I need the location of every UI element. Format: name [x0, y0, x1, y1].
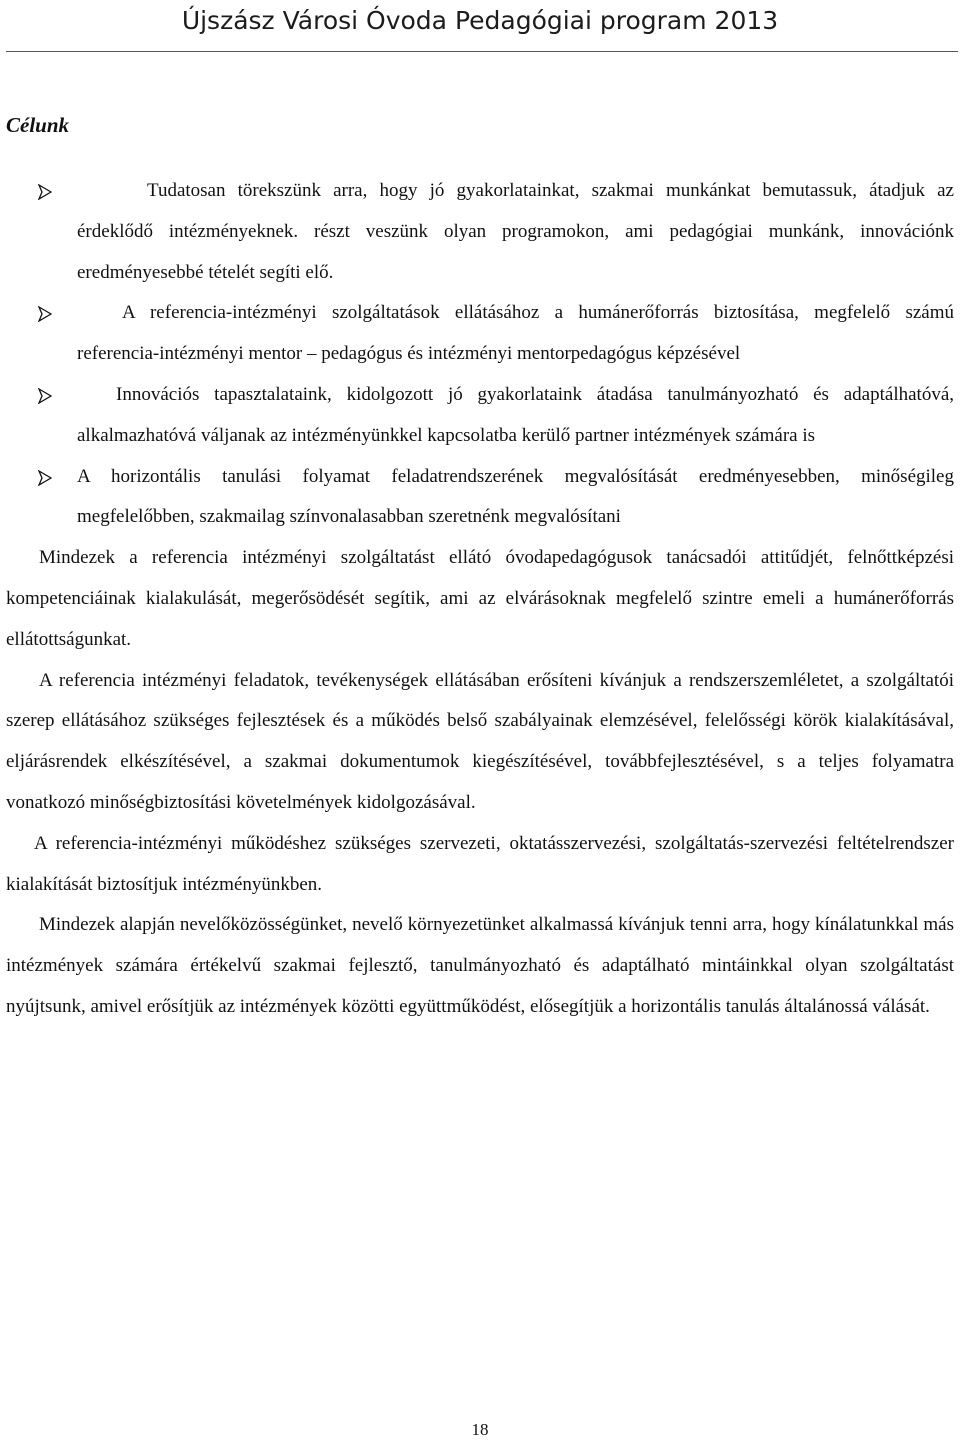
document-body: [6, 171, 954, 1028]
goals-list: [6, 171, 954, 538]
paragraph: [6, 538, 954, 660]
list-item-text: Innovációs tapasztalataink, kidolgozott jó gyakorlataink átadása tanulmányozható és adaptálhatóvá, alkalmazhatóvá váljanak az intézményünkkel kapcsolatba kerülő partner intézmények számára is: [77, 383, 954, 446]
list-item-text: A referencia-intézményi szolgáltatások ellátásához a humánerőforrás biztosítása, megfelelő számú referencia-intézményi mentor – pedagógus és intézményi mentorpedagógus képzésével: [77, 302, 954, 365]
header-divider: [6, 51, 958, 52]
list-item: [6, 171, 954, 293]
paragraph: [6, 661, 954, 824]
list-item-text: A horizontális tanulási folyamat feladatrendszerének megvalósítását eredményesebben, minőségileg megfelelőbben, szakmailag színvonalasabban szeretnénk megvalósítani: [77, 465, 954, 528]
paragraph-text: Mindezek a referencia intézményi szolgáltatást ellátó óvodapedagógusok tanácsadói attitűdjét, felnőttképzési kompetenciáinak kialakulását, megerősödését segítik, ami az elvárásoknak megfelelő szintre emeli a humánerőforrás ellátottságunkat.: [6, 547, 954, 650]
list-item: [6, 293, 954, 375]
list-item: [6, 375, 954, 457]
page-header: [0, 0, 960, 52]
list-item-text: Tudatosan törekszünk arra, hogy jó gyakorlatainkat, szakmai munkánkat bemutassuk, átadjuk az érdeklődő intézményeknek. részt veszünk olyan programokon, ami pedagógiai munkánk, innovációnk eredményesebbé tételét segíti elő.: [77, 180, 954, 283]
arrowhead-bullet-icon: [38, 171, 54, 212]
paragraph-text: A referencia-intézményi működéshez szükséges szervezeti, oktatásszervezési, szolgáltatás-szervezési feltételrendszer kialakítását biztosítjuk intézményünkben.: [6, 832, 954, 895]
document-title: Újszász Városi Óvoda Pedagógiai program 2013: [181, 6, 779, 35]
arrowhead-bullet-icon: [38, 457, 54, 498]
paragraph: [6, 905, 954, 1027]
arrowhead-bullet-icon: [38, 375, 54, 416]
paragraph: [6, 824, 954, 906]
paragraph-text: Mindezek alapján nevelőközösségünket, nevelő környezetünket alkalmassá kívánjuk tenni arra, hogy kínálatunkkal más intézmények számára értékelvű szakmai fejlesztő, tanulmányozható és adaptálható mintáinkkal olyan szolgáltatást nyújtsunk, amivel erősítjük az intézmények közötti együttműködést, elősegítjük a horizontális tanulás általánossá válását.: [6, 914, 954, 1017]
section-title: Célunk: [6, 113, 70, 137]
page-number: 18: [471, 1420, 489, 1439]
list-item: [6, 457, 954, 539]
paragraph-text: A referencia intézményi feladatok, tevékenységek ellátásában erősíteni kívánjuk a rendszerszemléletet, a szolgáltatói szerep ellátásához szükséges fejlesztések és a működés belső szabályainak elemzésével, felelősségi körök kialakításával, eljárásrendek elkészítésével, a szakmai dokumentumok kiegészítésével, továbbfejlesztésével, s a teljes folyamatra vonatkozó minőségbiztosítási követelmények kidolgozásával.: [6, 669, 954, 813]
arrowhead-bullet-icon: [38, 293, 54, 334]
